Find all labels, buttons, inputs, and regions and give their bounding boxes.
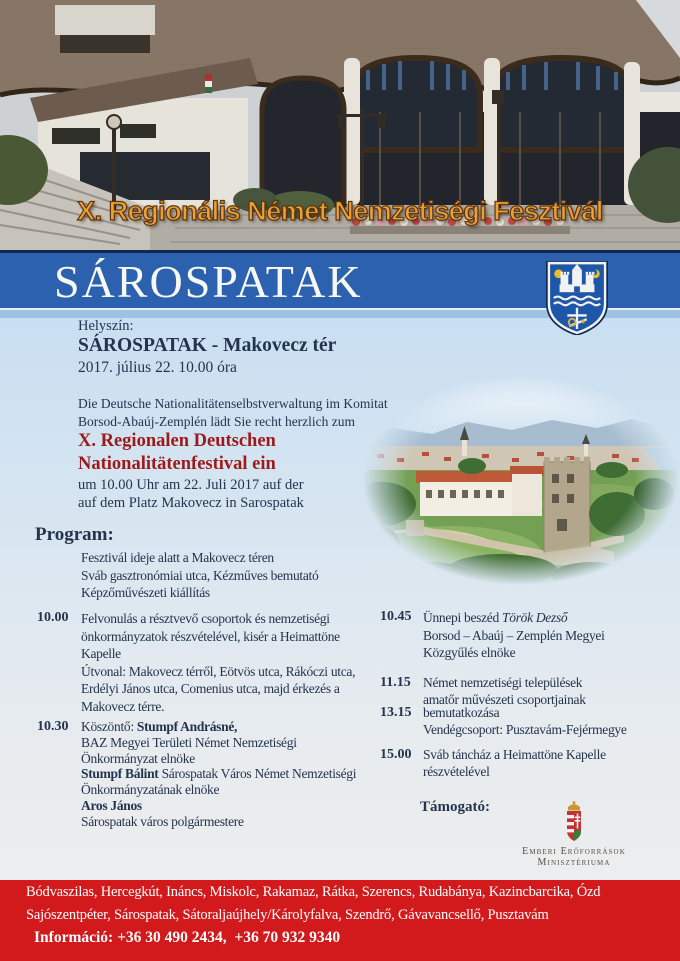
hungary-coat-of-arms-icon — [559, 801, 589, 843]
location-datetime: 2017. július 22. 10.00 óra — [78, 359, 237, 376]
program-time: 13.15 — [380, 705, 412, 720]
program-entry-1315: 13.15 bemutatkozása Vendégcsoport: Pusztavám-Fejérmegye — [380, 705, 627, 737]
sarospatak-coat-of-arms-icon — [546, 261, 608, 335]
invitation-detail-line1: um 10.00 Uhr am 22. Juli 2017 auf der — [78, 477, 304, 493]
towns-line2: Sajószentpéter, Sárospatak, Sátoraljaújhely/Károlyfalva, Szendrő, Gávavancsellő, Pusztavám — [26, 907, 549, 923]
contact-info: Információ: +36 30 490 2434, +36 70 932 9340 — [34, 929, 341, 946]
program-entry-1000: 10.00 Felvonulás a résztvevő csoportok és nemzetiségi önkormányzatok részvételével, kisér a Heimattöne Kapelle Útvonal: Makovecz térről, Eötvös utca, Rákóczi utca, Erdélyi János utca, Comenius utca, majd érkezés a Makovecz térre. — [37, 610, 356, 714]
program-heading: Program: — [35, 524, 114, 545]
program-time: 10.00 — [37, 610, 69, 625]
program-time: 15.00 — [380, 747, 412, 762]
location-venue: SÁROSPATAK - Makovecz tér — [78, 335, 337, 356]
location-label: Helyszín: — [78, 318, 134, 334]
program-entry-1115: 11.15 Német nemzetiségi települések amatőr művészeti csoportjainak — [380, 675, 586, 707]
ministry-logo — [498, 801, 650, 868]
invitation-heading-line2: Nationalitätenfestival ein — [78, 454, 276, 474]
program-entry-1045: 10.45 Ünnepi beszéd Török Dezső Borsod – Abaúj – Zemplén Megyei Közgyűlés elnöke — [380, 609, 605, 660]
footer — [0, 880, 680, 961]
invitation-detail-line2: auf dem Platz Makovecz in Sarospatak — [78, 495, 304, 511]
program-time: 11.15 — [380, 675, 411, 690]
invitation-intro-line1: Die Deutsche Nationalitätenselbstverwaltung im Komitat — [78, 396, 388, 411]
program-time: 10.45 — [380, 609, 412, 624]
sponsor-label: Támogató: — [420, 799, 490, 815]
program-entry-1500: 15.00 Sváb táncház a Heimattöne Kapelle részvételével — [380, 747, 606, 779]
castle-photo — [362, 374, 680, 586]
ministry-name-line1: Emberi Erőforrások — [522, 846, 626, 857]
program-entry-1030: 10.30 Köszöntő: Stumpf Andrásné, BAZ Megyei Területi Német Nemzetiségi Önkormányzat elnöke Stumpf Bálint Sárospatak Város Német Nemzetiségi Önkormányzatának elnöke Aros János Sárospatak város polgármestere — [37, 719, 357, 829]
towns-line1: Bódvaszilas, Hercegkút, Ináncs, Miskolc, Rakamaz, Rátka, Szerencs, Rudabánya, Kazincbarcika, Ózd — [26, 884, 601, 900]
poster-title: X. Regionális Német Nemzetiségi Fesztivál — [77, 196, 603, 226]
invitation-intro-line2: Borsod-Abaúj-Zemplén lädt Sie recht herzlich zum — [78, 414, 356, 429]
invitation-heading-line1: X. Regionalen Deutschen — [78, 431, 276, 451]
city-name: SÁROSPATAK — [54, 256, 363, 307]
program-intro: Fesztivál ideje alatt a Makovecz téren Sváb gasztronómiai utca, Kézműves bemutató Képzőművészeti kiállítás — [81, 550, 319, 600]
ministry-name-line2: Minisztériuma — [537, 857, 611, 868]
program-time: 10.30 — [37, 719, 69, 734]
